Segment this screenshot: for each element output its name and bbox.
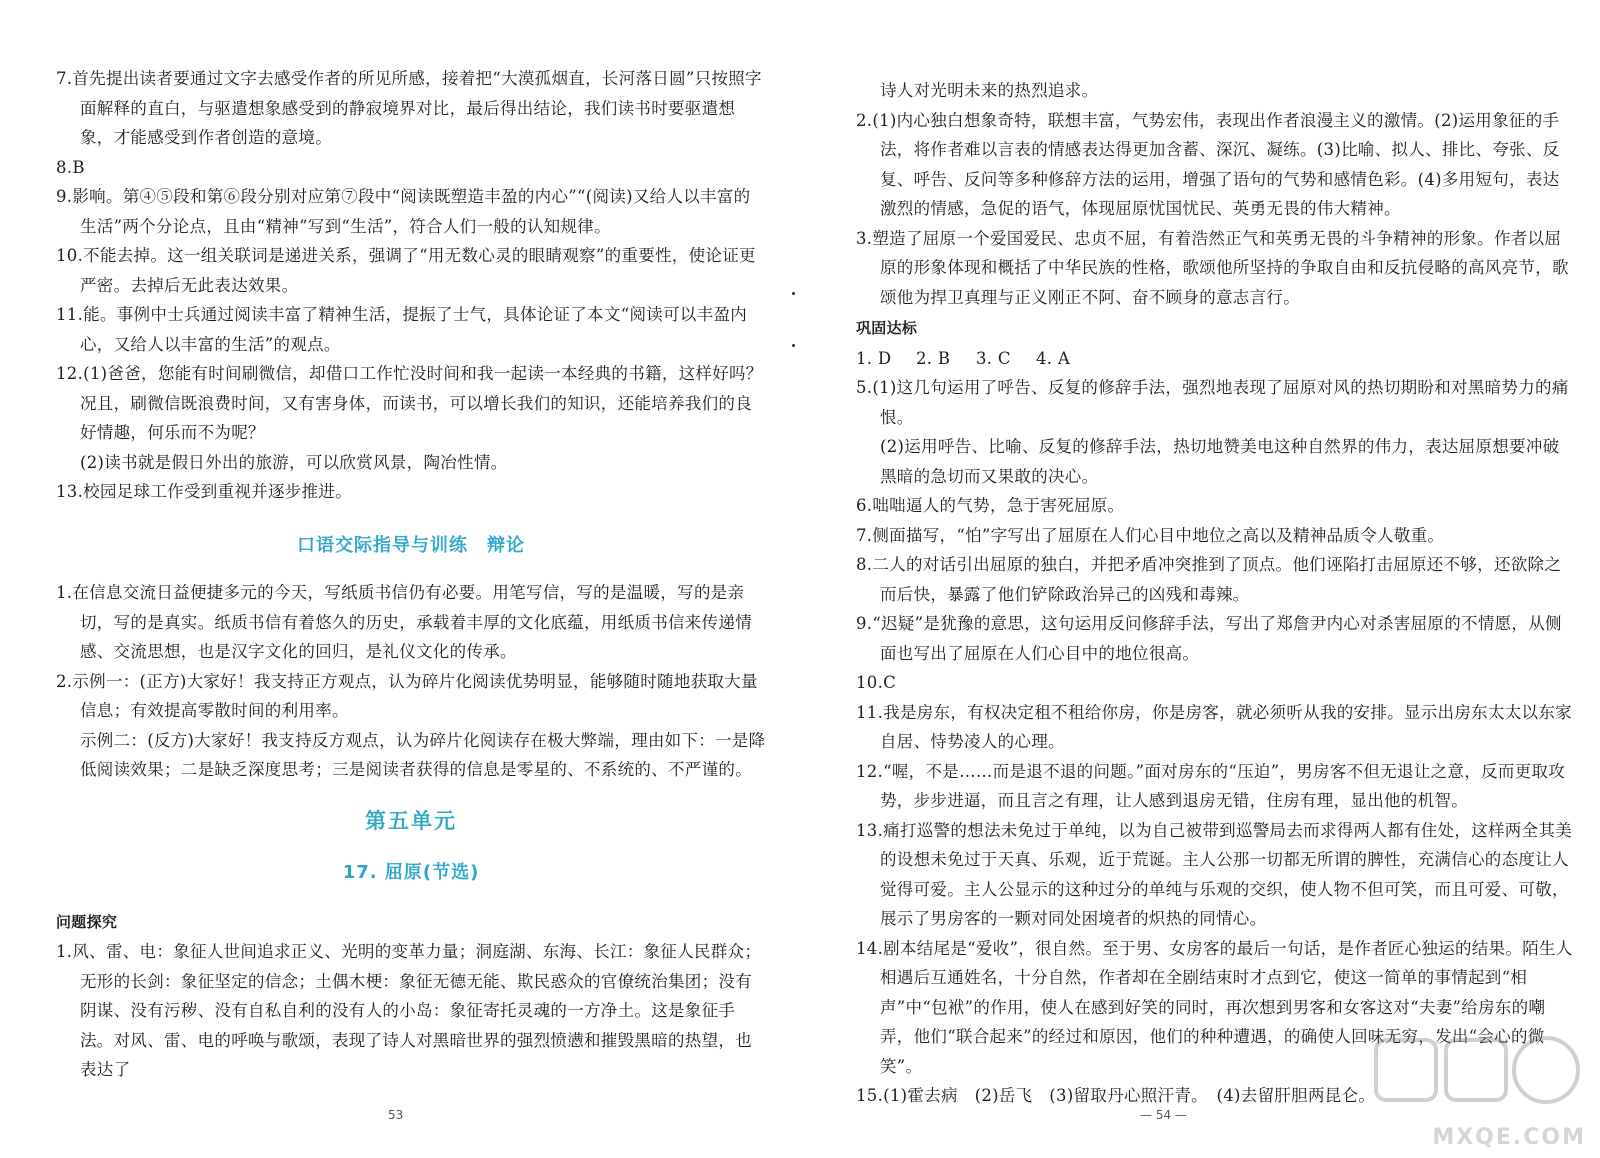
answer-number: 15. bbox=[856, 1086, 884, 1105]
mc-answer: 1. D bbox=[856, 348, 892, 368]
right-column bbox=[856, 76, 1576, 1111]
answer-text: “迟疑”是犹豫的意思，这句运用反问修辞手法，写出了郑詹尹内心对杀害屈原的不情愿，从侧面也写出了屈原在人们心目中的地位很高。 bbox=[872, 614, 1562, 663]
answer-text: 首先提出读者要通过文字去感受作者的所见所感，接着把“大漠孤烟直，长河落日圆”只按照字面解释的直白，与驱遣想象感受到的静寂境界对比，最后得出结论，我们读书时要驱遣想象，才能感受到作者创造的意境。 bbox=[72, 69, 762, 147]
answer-number: 10. bbox=[856, 673, 884, 692]
answer-number: 13. bbox=[856, 820, 884, 840]
answer-text: (1)这几句运用了呼告、反复的修辞手法，强烈地表现了屈原对风的热切期盼和对黑暗势力的痛恨。 bbox=[872, 378, 1569, 427]
answer-text: 痛打巡警的想法未免过于单纯，以为自己被带到巡警局去而求得两人都有住处，这样两全其美的设想未免过于天真、乐观，近于荒诞。主人公那一切都无所谓的脾性，充满信心的态度让人觉得可爱。主人公显示的这种过分的单纯与乐观的交织，使人物不但可笑，而且可爱、可敬，展示了男房客的一颗对同处困境者的炽热的同情心。 bbox=[880, 820, 1572, 928]
answer-text: (1)霍去病 (2)岳飞 (3)留取丹心照汗青。 (4)去留肝胆两昆仑。 bbox=[883, 1086, 1376, 1105]
answer-text: B bbox=[72, 157, 85, 177]
answer-text: 塑造了屈原一个爱国爱民、忠贞不屈，有着浩然正气和英勇无畏的斗争精神的形象。作者以屈原的形象体现和概括了中华民族的性格，歌颂他所坚持的争取自由和反抗侵略的高风亮节，歌颂他为捍卫真理与正义刚正不阿、奋不顾身的意志言行。 bbox=[872, 228, 1569, 307]
answer-number: 11. bbox=[856, 702, 884, 722]
mc-answer: 3. C bbox=[976, 348, 1011, 368]
answer-text: C bbox=[883, 673, 897, 692]
answer-text: 诗人对光明未来的热烈追求。 bbox=[880, 81, 1099, 100]
left-column bbox=[56, 64, 766, 1085]
answer-number: 11. bbox=[56, 305, 84, 324]
answer-number: 12. bbox=[56, 364, 84, 383]
watermark-logo bbox=[1370, 1030, 1590, 1150]
answer-text: 侧面描写，“怕”字写出了屈原在人们心目中地位之高以及精神品质令人敬重。 bbox=[872, 525, 1445, 545]
answer-number: 7. bbox=[856, 525, 873, 545]
page-number-right: — 54 — bbox=[1140, 1108, 1187, 1122]
answer-number: 8. bbox=[856, 555, 873, 574]
answer-text: (2)运用呼告、比喻、反复的修辞手法，热切地赞美电这种自然界的伟力，表达屈原想要冲破黑暗的急切而又果敢的决心。 bbox=[880, 437, 1560, 486]
answer-item bbox=[856, 816, 1576, 934]
watermark-text: MXQE.COM bbox=[1432, 1125, 1586, 1150]
answer-item bbox=[56, 937, 766, 1085]
answer-text: 影响。第④⑤段和第⑥段分别对应第⑦段中“阅读既塑造丰盈的内心”“(阅读)又给人以丰富的生活”两个分论点，且由“精神”写到“生活”，符合人们一般的认知规律。 bbox=[72, 187, 751, 236]
answer-item bbox=[856, 698, 1576, 757]
answer-number: 1. bbox=[56, 583, 73, 602]
spacer bbox=[56, 836, 766, 858]
answer-number: 1. bbox=[56, 942, 73, 961]
answer-item bbox=[56, 241, 766, 300]
binding-dot bbox=[792, 344, 795, 347]
multiple-choice-answers bbox=[856, 344, 1576, 374]
answer-text: 咄咄逼人的气势，急于害死屈原。 bbox=[872, 496, 1125, 515]
oral-section-title: 口语交际指导与训练 辩论 bbox=[297, 534, 525, 556]
answer-item bbox=[856, 106, 1576, 224]
spacer bbox=[56, 560, 766, 578]
answer-item bbox=[56, 578, 766, 667]
answer-number: 2. bbox=[856, 110, 873, 130]
answer-item bbox=[856, 76, 1576, 106]
answer-item bbox=[856, 757, 1576, 816]
spacer bbox=[56, 888, 766, 908]
answer-number: 8. bbox=[56, 157, 73, 177]
answer-item bbox=[56, 300, 766, 359]
answer-item bbox=[56, 182, 766, 241]
answer-item bbox=[856, 373, 1576, 432]
answer-text: (1)内心独白想象奇特，联想丰富，气势宏伟，表现出作者浪漫主义的激情。(2)运用象征的手法，将作者难以言表的情感表达得更加含蓄、深沉、凝练。(3)比喻、拟人、排比、夸张、反复、呼告、反问等多种修辞方法的运用，增强了语句的气势和感情色彩。(4)多用短句，表达激烈的情感，急促的语气，体现屈原忧国忧民、英勇无畏的伟大精神。 bbox=[872, 110, 1560, 218]
answer-item bbox=[56, 64, 766, 153]
answer-item bbox=[856, 432, 1576, 491]
answer-item bbox=[856, 521, 1576, 551]
mc-answer: 2. B bbox=[916, 348, 951, 368]
answer-number: 10. bbox=[56, 246, 84, 265]
answer-text: 不能去掉。这一组关联词是递进关系，强调了“用无数心灵的眼睛观察”的重要性，使论证更严密。去掉后无此表达效果。 bbox=[80, 246, 756, 295]
spacer bbox=[56, 507, 766, 531]
mc-answer: 4. A bbox=[1036, 348, 1071, 368]
answer-text: 剧本结尾是“爱收”，很自然。至于男、女房客的最后一句话，是作者匠心独运的结果。陌生人相遇后互通姓名，十分自然，作者却在全剧结束时才点到它，使这一简单的事情起到“相声”中“包袱”的作用，使人在感到好笑的同时，再次想到男客和女客这对“夫妻”给房东的嘲弄，他们“联合起来”的经过和原因，他们的种种遭遇，的确使人回味无穷，发出“会心的微笑”。 bbox=[880, 938, 1573, 1076]
watermark-stamp-icon bbox=[1370, 1030, 1590, 1120]
answer-number: 2. bbox=[56, 671, 73, 691]
page-number-left: 53 bbox=[388, 1108, 404, 1122]
lesson-title: 17. 屈原(节选) bbox=[342, 862, 480, 883]
answer-item bbox=[856, 550, 1576, 609]
answer-text: 示例一：(正方)大家好！我支持正方观点，认为碎片化阅读优势明显，能够随时随地获取大量信息；有效提高零散时间的利用率。 bbox=[72, 671, 758, 720]
section-heading: 巩固达标 bbox=[856, 319, 918, 337]
answer-item bbox=[56, 726, 766, 785]
answer-number: 13. bbox=[56, 482, 84, 501]
answer-item bbox=[56, 667, 766, 726]
answer-item bbox=[56, 477, 766, 507]
unit-title: 第五单元 bbox=[365, 808, 457, 833]
answer-item bbox=[856, 609, 1576, 668]
answer-item bbox=[856, 668, 1576, 698]
answer-number: 9. bbox=[56, 187, 73, 206]
section-heading: 问题探究 bbox=[56, 912, 118, 931]
answer-item bbox=[856, 224, 1576, 313]
answer-item bbox=[56, 359, 766, 448]
right-page bbox=[800, 0, 1600, 1158]
answer-text: 二人的对话引出屈原的独白，并把矛盾冲突推到了顶点。他们诬陷打击屈原还不够，还欲除之而后快，暴露了他们铲除政治异己的凶残和毒辣。 bbox=[872, 555, 1562, 604]
answer-text: 我是房东，有权决定租不租给你房，你是房客，就必须听从我的安排。显示出房东太太以东家自居、恃势凌人的心理。 bbox=[880, 702, 1572, 751]
answer-number: 14. bbox=[856, 938, 884, 958]
answer-item bbox=[56, 153, 766, 183]
answer-text: (2)读书就是假日外出的旅游，可以欣赏风景，陶冶性情。 bbox=[80, 452, 508, 472]
spacer bbox=[56, 785, 766, 807]
binding-dot bbox=[792, 292, 795, 295]
answer-number: 3. bbox=[856, 228, 873, 248]
answer-item bbox=[856, 491, 1576, 521]
answer-text: 校园足球工作受到重视并逐步推进。 bbox=[83, 482, 352, 501]
answer-text: 示例二：(反方)大家好！我支持反方观点，认为碎片化阅读存在极大弊端，理由如下：一是降低阅读效果；二是缺乏深度思考；三是阅读者获得的信息是零星的、不系统的、不严谨的。 bbox=[80, 730, 766, 779]
answer-number: 9. bbox=[856, 614, 873, 633]
answer-text: (1)爸爸，您能有时间刷微信，却借口工作忙没时间和我一起读一本经典的书籍，这样好吗？况且，刷微信既浪费时间，又有害身体，而读书，可以增长我们的知识，还能培养我们的良好情趣，何乐而不为呢？ bbox=[80, 364, 763, 442]
answer-number: 5. bbox=[856, 378, 873, 397]
answer-number: 12. bbox=[856, 761, 884, 781]
answer-number: 7. bbox=[56, 69, 73, 88]
answer-text: 风、雷、电：象征人世间追求正义、光明的变革力量；洞庭湖、东海、长江：象征人民群众；无形的长剑：象征坚定的信念；土偶木梗：象征无德无能、欺民惑众的官僚统治集团；没有阴谋、没有污秽、没有自私自利的没有人的小岛：象征寄托灵魂的一方净土。这是象征手法。对风、雷、电的呼唤与歌颂，表现了诗人对黑暗世界的强烈愤懑和摧毁黑暗的热望，也表达了 bbox=[72, 942, 762, 1079]
answer-item bbox=[56, 448, 766, 478]
answer-text: 在信息交流日益便捷多元的今天，写纸质书信仍有必要。用笔写信，写的是温暖，写的是亲切，写的是真实。纸质书信有着悠久的历史，承载着丰厚的文化底蕴，用纸质书信来传递情感、交流思想，也是汉字文化的回归，是礼仪文化的传承。 bbox=[72, 583, 752, 661]
answer-text: 能。事例中士兵通过阅读丰富了精神生活，提振了士气，具体论证了本文“阅读可以丰盈内心，又给人以丰富的生活”的观点。 bbox=[80, 305, 748, 354]
answer-text: “喔，不是……而是退不退的问题。”面对房东的“压迫”，男房客不但无退让之意，反而更取攻势，步步进逼，而且言之有理，让人感到退房无错，住房有理，显出他的机智。 bbox=[880, 761, 1566, 810]
answer-number: 6. bbox=[856, 496, 873, 515]
